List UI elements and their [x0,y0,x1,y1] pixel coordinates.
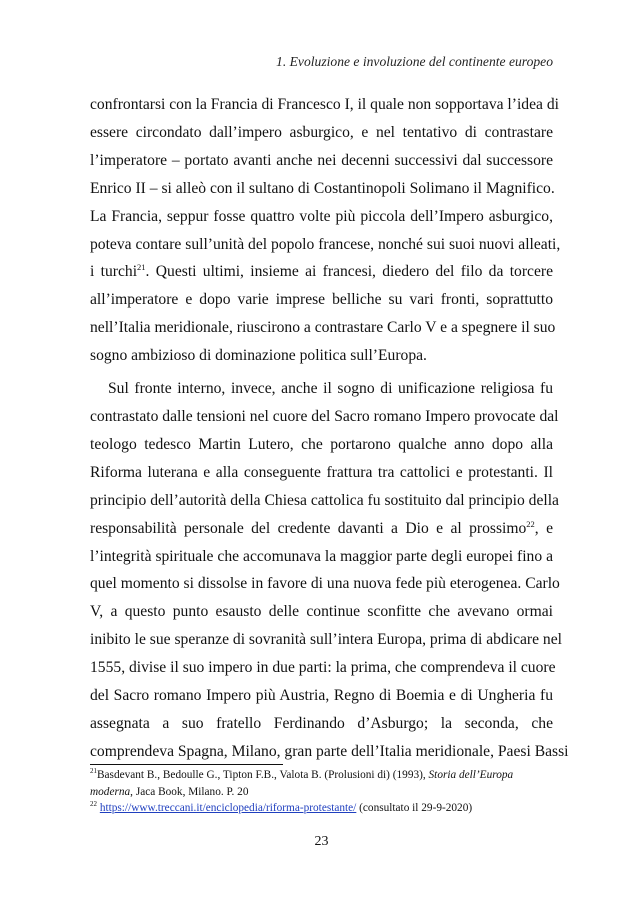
footnote-text: (consultato il 29-9-2020) [356,802,473,814]
text-line: l’imperatore – portato avanti anche nei decenni successivi dal successore [90,151,553,169]
footnote-21 [90,767,553,784]
footnote-number: 21 [90,767,97,776]
text-line: V, a questo punto esausto delle continue sconfitte che avevano ormai [90,603,553,621]
text-line: inibito le sue speranze di sovranità sull’intera Europa, prima di abdicare nel [90,631,562,649]
text-line: teologo tedesco Martin Lutero, che portarono qualche anno dopo alla [90,435,553,453]
paragraph-2 [90,375,569,766]
text-line: principio dell’autorità della Chiesa cattolica fu sostituito dal principio della [90,491,559,509]
footnote-22 [90,800,553,817]
text-line: La Francia, seppur fosse quattro volte più piccola dell’Impero asburgico, [90,207,553,225]
footnote-link[interactable]: https://www.treccani.it/enciclopedia/riforma-protestante/ [99,802,357,814]
text-line: all’imperatore e dopo varie imprese belliche su vari fronti, soprattutto [90,291,553,309]
text-line: quel momento si dissolse in favore di una nuova fede più eterogenea. Carlo [90,575,560,593]
footnote-ref-21: 21 [137,262,146,273]
footnote-21-cont [90,784,553,801]
text-fragment: i turchi [90,263,138,281]
text-line: essere circondato dall’impero asburgico, e nel tentativo di contrastare [90,123,553,141]
footnote-separator [90,764,283,765]
text-line: l’integrità spirituale che accomunava la maggior parte degli europei fino a [90,547,553,565]
text-line: sogno ambizioso di dominazione politica sull’Europa. [90,347,427,365]
text-line: Sul fronte interno, invece, anche il sogno di unificazione religiosa fu [108,380,553,398]
text-line: confrontarsi con la Francia di Francesco I, il quale non sopportava l’idea di [90,96,559,113]
running-header: 1. Evoluzione e involuzione del continente europeo [276,54,553,69]
text-line: 1555, divise il suo impero in due parti: la prima, che comprendeva il cuore [90,659,556,677]
text-line: i turchi$^{21}$. Questi ultimi, insieme ai francesi, diedero del filo da torcere [90,262,554,281]
text-line: nell’Italia meridionale, riuscirono a contrastare Carlo V e a spegnere il suo [90,319,556,337]
text-line: Riforma luterana e alla conseguente frattura tra cattolici e protestanti. Il [90,463,553,481]
text-line: poteva contare sull’unità del popolo francese, nonché sui suoi nuovi alleati, [90,235,561,253]
text-line: comprendeva Spagna, Milano, gran parte dell’Italia meridionale, Paesi Bassi [90,742,569,760]
footnote-title: Storia dell’Europa [428,769,514,781]
footnote-title: moderna [90,785,131,798]
footnote-text: , Jaca Book, Milano. P. 20 [130,785,249,798]
page-number: 23 [314,834,329,849]
text-fragment: responsabilità personale del credente davanti a Dio e al prossimo [90,519,527,537]
text-line: Enrico II – si alleò con il sultano di Costantinopoli Solimano il Magnifico. [90,179,555,197]
footnotes [90,767,553,817]
text-line [90,515,553,543]
text-fragment: , e [534,519,554,537]
text-line: assegnata a suo fratello Ferdinando d’Asburgo; la seconda, che [90,714,553,732]
text-line: contrastato dalle tensioni nel cuore del Sacro romano Impero provocate dal [90,407,559,425]
text-fragment: Questi ultimi, insieme ai francesi, diedero del filo da torcere [155,263,554,281]
body-text [90,91,569,766]
footnote-number: 22 [90,800,97,809]
footnote-text: Basdevant B., Bedoulle G., Tipton F.B., Valota B. (Prolusioni di) (1993), [97,769,429,781]
footnote-ref-22: 22 [526,518,535,529]
paragraph-1 [90,91,561,370]
text-line: del Sacro romano Impero più Austria, Regno di Boemia e di Ungheria fu [90,687,553,705]
